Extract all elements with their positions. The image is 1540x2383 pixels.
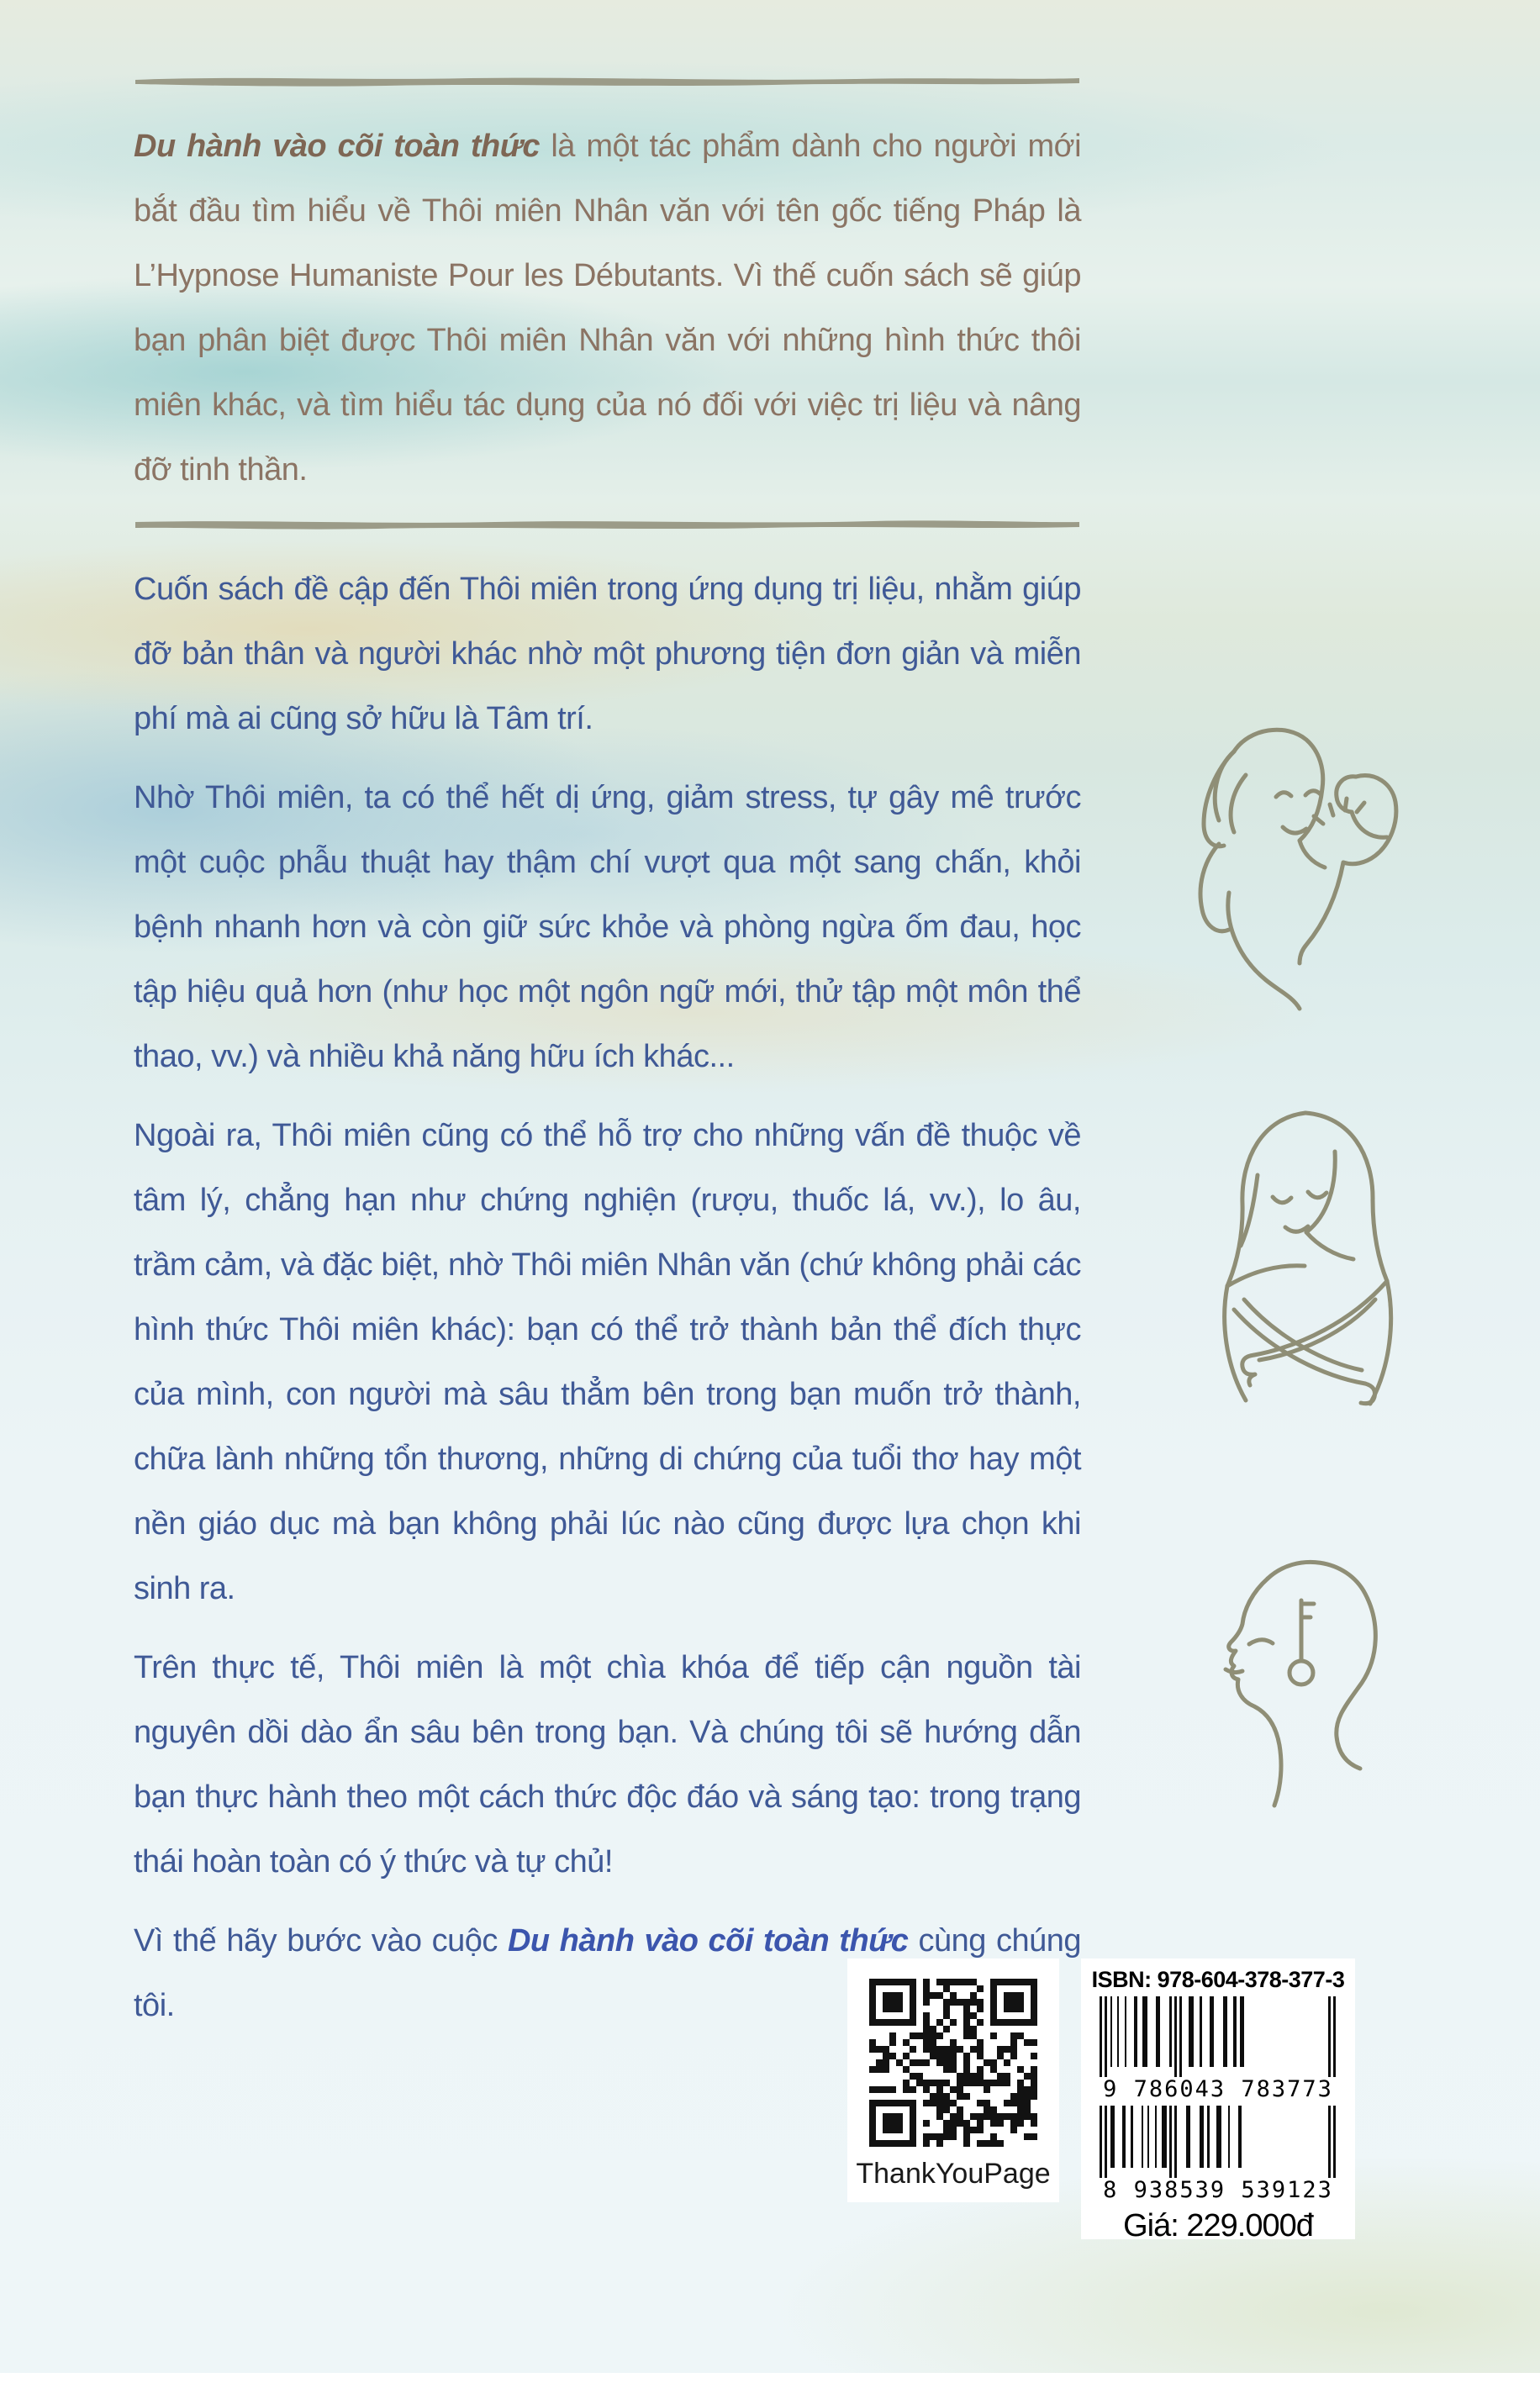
body-paragraph-1: Cuốn sách đề cập đến Thôi miên trong ứng dụng trị liệu, nhằm giúp đỡ bản thân và người khác nhờ một phương tiện đơn giản và miễn phí mà ai cũng sở hữu là Tâm trí. [134, 572, 1081, 736]
body-paragraph-2: Nhờ Thôi miên, ta có thể hết dị ứng, giảm stress, tự gây mê trước một cuộc phẫu thuật hay thậm chí vượt qua một sang chấn, khỏi bệnh nhanh hơn và còn giữ sức khỏe và phòng ngừa ốm đau, học tập hiệu quả hơn (như học một ngôn ngữ mới, thử tập một môn thể thao, vv.) và nhiều khả năng hữu ích khác... [134, 780, 1081, 1074]
qr-panel [847, 1959, 1059, 2202]
price-label: Giá: 229.000đ [1123, 2208, 1313, 2243]
closing-post: cùng chúng tôi. [134, 1923, 1081, 2023]
head-with-key-illustration [1212, 1545, 1397, 1839]
book-title-emphasis: Du hành vào cõi toàn thức [134, 129, 540, 164]
self-hug-woman-illustration [1200, 1101, 1419, 1429]
ean-barcode-digits: 8 938539 539123 [1103, 2177, 1333, 2203]
brush-divider-middle [134, 517, 1081, 532]
isbn-barcode-digits: 9 786043 783773 [1103, 2076, 1333, 2102]
body-paragraph-3: Ngoài ra, Thôi miên cũng có thể hỗ trợ cho những vấn đề thuộc về tâm lý, chẳng hạn như chứng nghiện (rượu, thuốc lá, vv.), lo âu, trầm cảm, và đặc biệt, nhờ Thôi miên Nhân văn (chứ không phải các hình thức Thôi miên khác): bạn có thể trở thành bản thể đích thực của mình, con người mà sâu thẳm bên trong bạn muốn trở thành, chữa lành những tổn thương, những di chứng của tuổi thơ hay một nền giáo dục mà bạn không phải lúc nào cũng được lựa chọn khi sinh ra. [134, 1118, 1081, 1606]
book-title-emphasis-closing: Du hành vào cõi toàn thức [507, 1923, 909, 1959]
brush-divider-top [134, 74, 1081, 89]
qr-label: ThankYouPage [856, 2158, 1051, 2190]
isbn-panel [1081, 1959, 1355, 2243]
body-paragraph-4: Trên thực tế, Thôi miên là một chìa khóa để tiếp cận nguồn tài nguyên dồi dào ẩn sâu bên trong bạn. Và chúng tôi sẽ hướng dẫn bạn thực hành theo một cách thức độc đáo và sáng tạo: trong trạng thái hoàn toàn có ý thức và tự chủ! [134, 1650, 1081, 1880]
intro-text: là một tác phẩm dành cho người mới bắt đầu tìm hiểu về Thôi miên Nhân văn với tên gốc tiếng Pháp là L’Hypnose Humaniste Pour les Débutants. Vì thế cuốn sách sẽ giúp bạn phân biệt được Thôi miên Nhân văn với những hình thức thôi miên khác, và tìm hiểu tác dụng của nó đối với việc trị liệu và nâng đỡ tinh thần. [134, 129, 1082, 488]
ean-barcode [1081, 2106, 1355, 2180]
closing-pre: Vì thế hãy bước vào cuộc [134, 1923, 508, 1959]
intro-paragraph [134, 114, 1081, 503]
qr-code [869, 1979, 1037, 2147]
text-column [134, 74, 1081, 2053]
flexing-woman-illustration [1175, 716, 1453, 1019]
isbn-number: ISBN: 978-604-378-377-3 [1091, 1967, 1345, 1992]
isbn-barcode [1081, 1996, 1355, 2079]
